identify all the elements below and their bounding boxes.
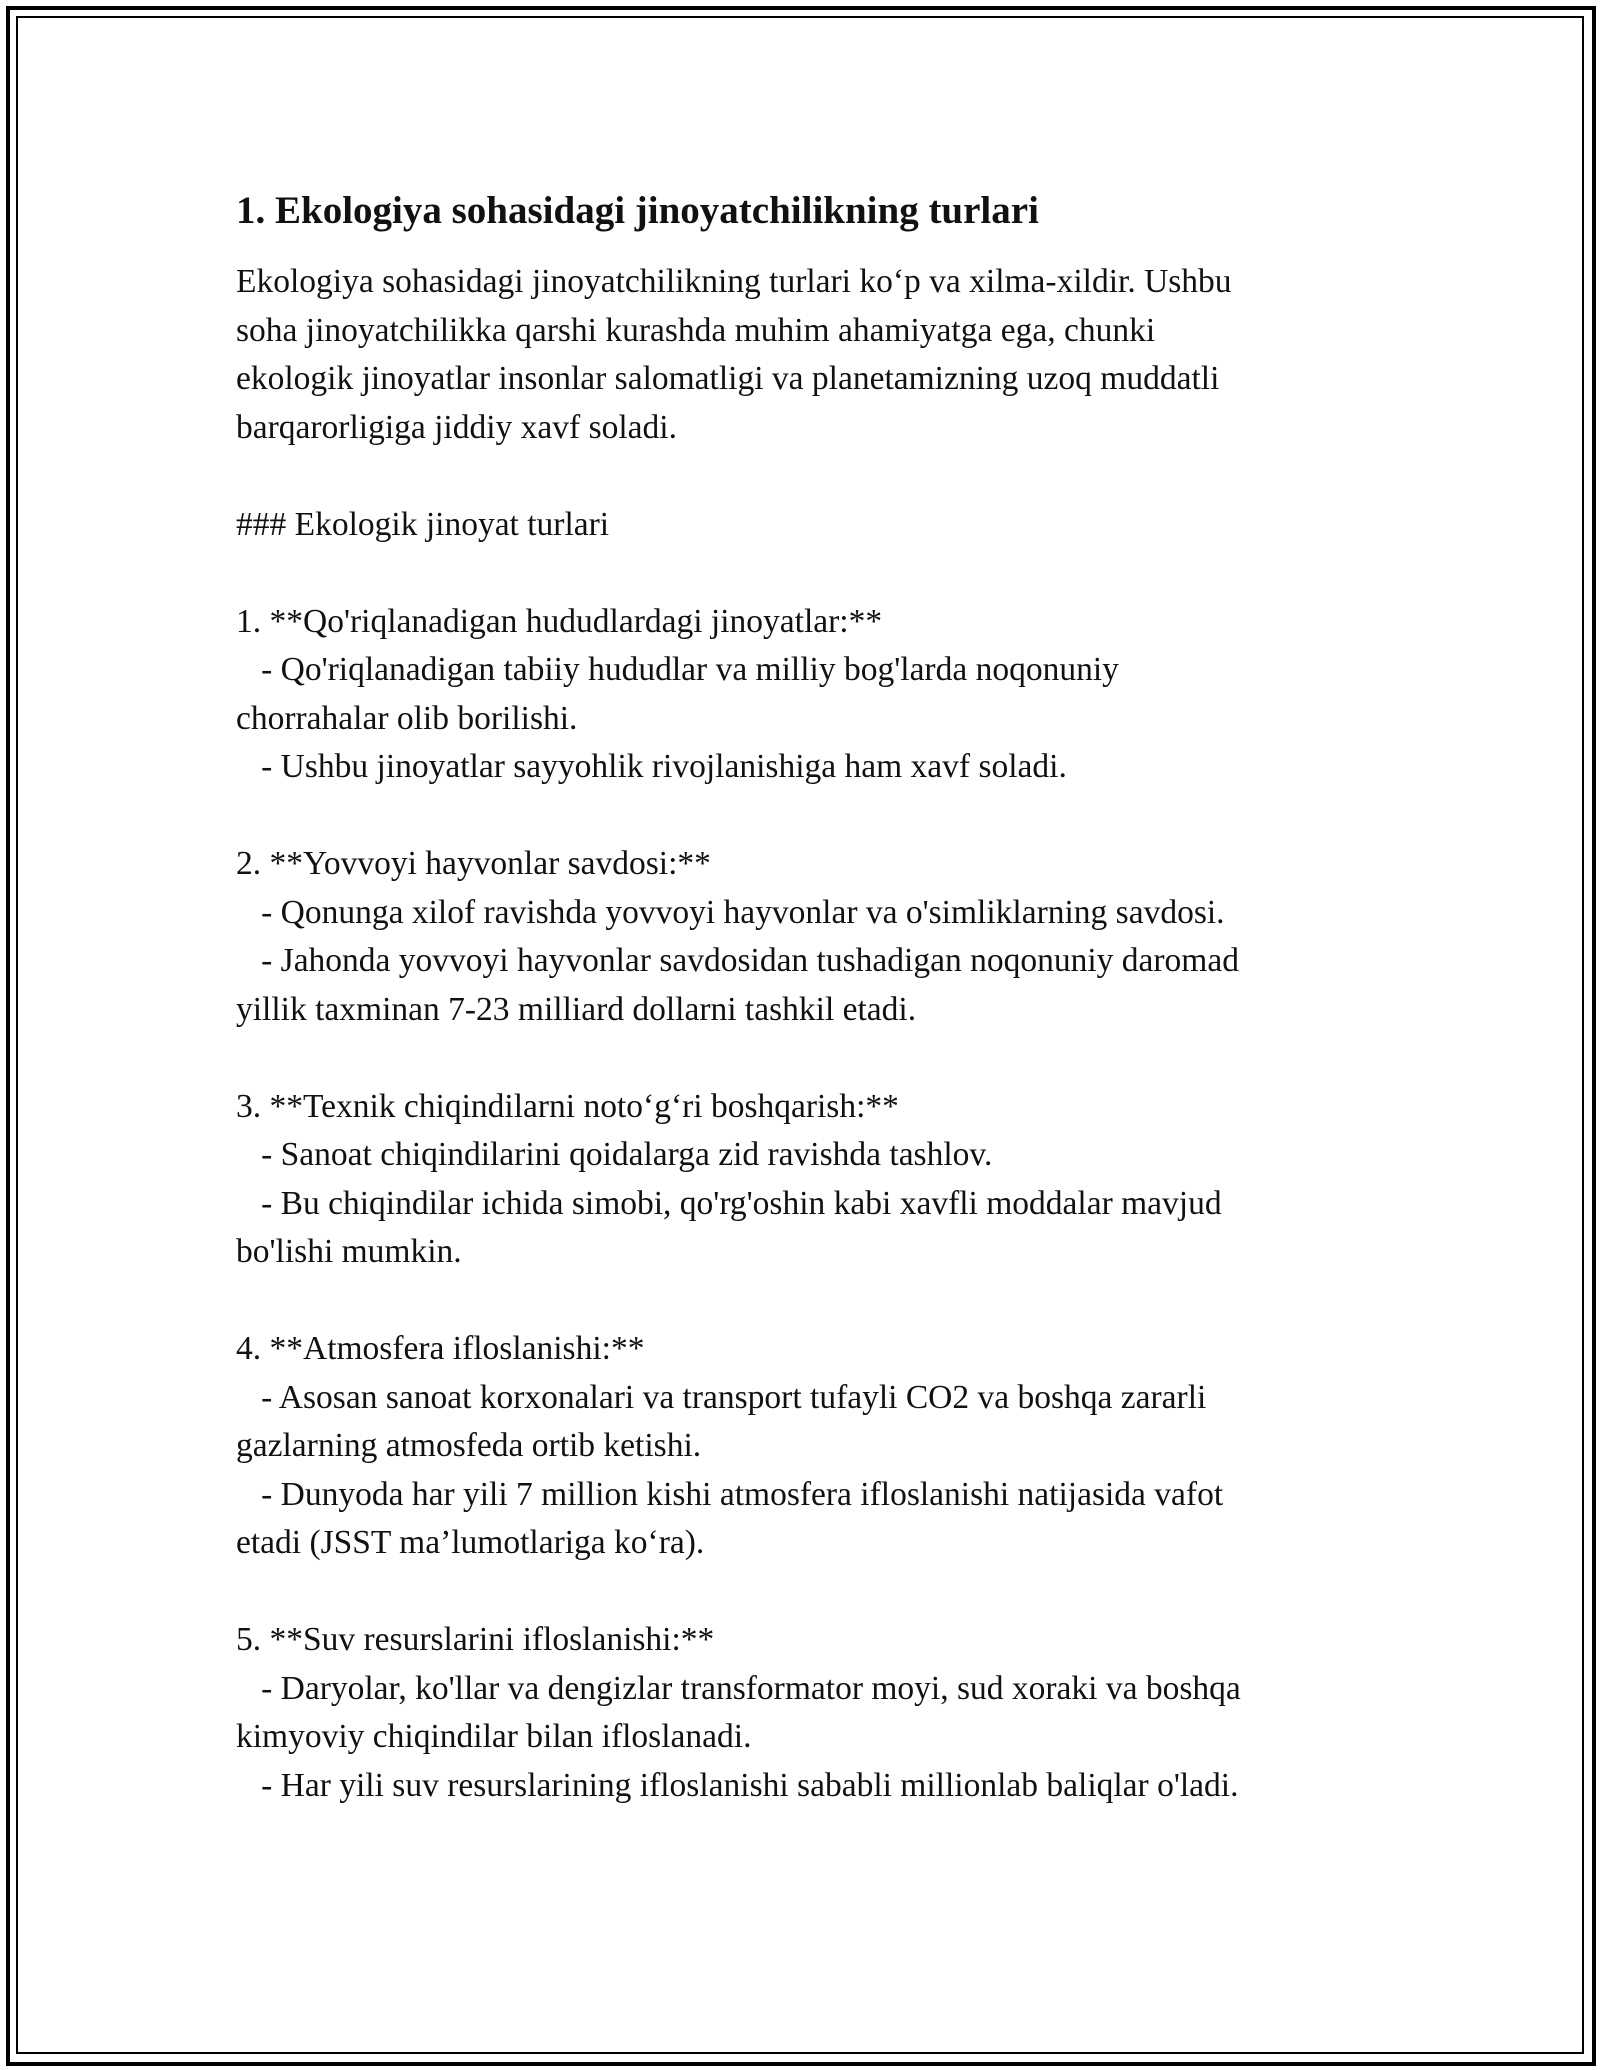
- section-header: 4. **Atmosfera ifloslanishi:**: [236, 1330, 645, 1367]
- section-line: - Har yili suv resurslarining ifloslanishi sababli millionlab baliqlar o'ladi.: [236, 1766, 1239, 1804]
- section-2: [236, 840, 1386, 1034]
- document-body: [236, 186, 1386, 1810]
- section-line: - Dunyoda har yili 7 million kishi atmosfera ifloslanishi natijasida vafot: [236, 1475, 1224, 1513]
- section-5: [236, 1616, 1386, 1810]
- paragraph-gap: [236, 1034, 1386, 1083]
- document-text: [236, 258, 1386, 1810]
- paragraph-gap: [236, 452, 1386, 501]
- section-header: 2. **Yovvoyi hayvonlar savdosi:**: [236, 845, 711, 882]
- section-line: - Qo'riqlanadigan tabiiy hududlar va milliy bog'larda noqonuniy: [236, 651, 1119, 688]
- section-line: yillik taxminan 7-23 milliard dollarni tashkil etadi.: [236, 990, 917, 1028]
- section-line: - Asosan sanoat korxonalari va transport tufayli CO2 va boshqa zararli: [236, 1378, 1207, 1416]
- section-line: kimyoviy chiqindilar bilan ifloslanadi.: [236, 1718, 752, 1755]
- section-line: - Jahonda yovvoyi hayvonlar savdosidan tushadigan noqonuniy daromad: [236, 942, 1239, 979]
- paragraph-gap: [236, 1568, 1386, 1617]
- section-line: etadi (JSST ma’lumotlariga ko‘ra).: [236, 1524, 705, 1561]
- section-line: - Sanoat chiqindilarini qoidalarga zid ravishda tashlov.: [236, 1136, 993, 1173]
- section-1: [236, 598, 1386, 792]
- section-line: gazlarning atmosfeda ortib ketishi.: [236, 1427, 702, 1464]
- paragraph-gap: [236, 1277, 1386, 1326]
- intro-line: ekologik jinoyatlar insonlar salomatligi va planetamizning uzoq muddatli: [236, 360, 1220, 397]
- paragraph-gap: [236, 792, 1386, 841]
- section-line: - Qonunga xilof ravishda yovvoyi hayvonlar va o'simliklarning savdosi.: [236, 893, 1225, 931]
- intro-paragraph: [236, 258, 1386, 452]
- section-line: chorrahalar olib borilishi.: [236, 699, 578, 737]
- intro-line: soha jinoyatchilikka qarshi kurashda muhim ahamiyatga ega, chunki: [236, 311, 1156, 349]
- section-line: bo'lishi mumkin.: [236, 1233, 462, 1270]
- intro-line: Ekologiya sohasidagi jinoyatchilikning turlari ko‘p va xilma-xildir. Ushbu: [236, 263, 1232, 300]
- section-3: [236, 1083, 1386, 1277]
- section-line: - Bu chiqindilar ichida simobi, qo'rg'oshin kabi xavfli moddalar mavjud: [236, 1184, 1222, 1222]
- section-4: [236, 1325, 1386, 1568]
- section-line: - Daryolar, ko'llar va dengizlar transformator moyi, sud xoraki va boshqa: [236, 1669, 1241, 1707]
- document-title: 1. Ekologiya sohasidagi jinoyatchilikning turlari: [236, 189, 1039, 232]
- section-header: 1. **Qo'riqlanadigan hududlardagi jinoyatlar:**: [236, 602, 883, 640]
- section-header: 5. **Suv resurslarini ifloslanishi:**: [236, 1621, 715, 1658]
- paragraph-gap: [236, 549, 1386, 598]
- intro-line: barqarorligiga jiddiy xavf soladi.: [236, 408, 677, 446]
- section-header: 3. **Texnik chiqindilarni noto‘g‘ri boshqarish:**: [236, 1087, 899, 1125]
- subheading: ### Ekologik jinoyat turlari: [236, 505, 610, 543]
- section-line: - Ushbu jinoyatlar sayyohlik rivojlanishiga ham xavf soladi.: [236, 748, 1067, 785]
